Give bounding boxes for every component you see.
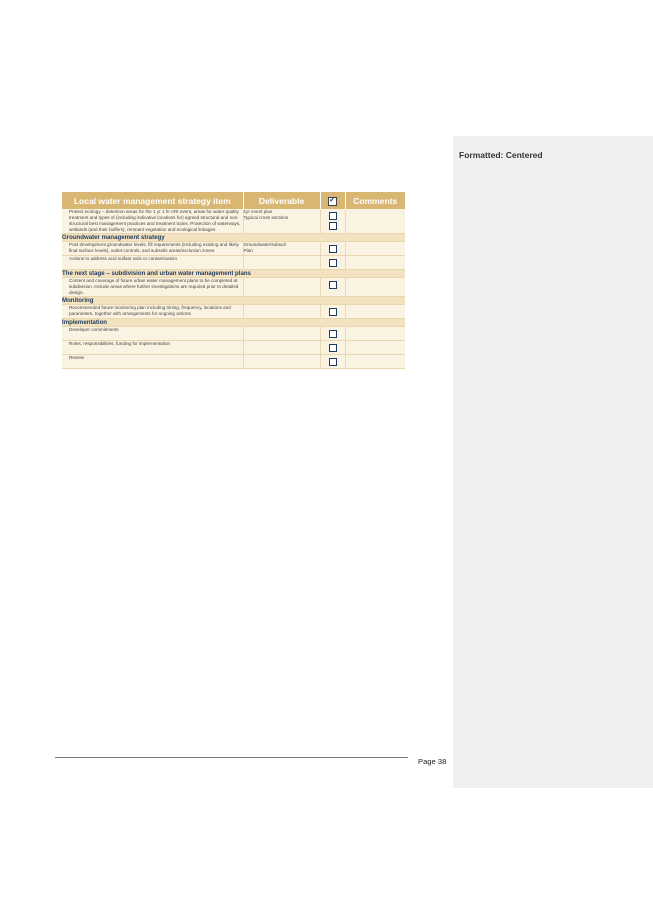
checkbox[interactable] [329, 281, 337, 289]
deliverable-cell [243, 256, 320, 270]
checkbox[interactable] [329, 259, 337, 267]
header-deliverable: Deliverable [243, 192, 320, 209]
footer-divider [55, 757, 408, 758]
table-row [62, 327, 405, 341]
item-cell: Actions to address acid sulfate soils or contamination [62, 256, 243, 270]
deliverable-line: Plan [243, 248, 253, 253]
page-number: Page 38 [418, 757, 447, 766]
deliverable-cell [243, 327, 320, 341]
checkbox[interactable] [329, 330, 337, 338]
check-cell [320, 209, 345, 234]
comments-cell[interactable] [345, 341, 405, 355]
check-cell [320, 305, 345, 319]
section-row [62, 270, 405, 278]
comments-cell[interactable] [345, 305, 405, 319]
table-row [62, 341, 405, 355]
header-check [320, 192, 345, 209]
table-row [62, 305, 405, 319]
section-title: Groundwater management strategy [62, 234, 405, 242]
comments-cell[interactable] [345, 242, 405, 256]
comments-cell[interactable] [345, 355, 405, 369]
comment-pane [453, 136, 653, 788]
checkbox[interactable] [329, 344, 337, 352]
deliverable-line: 1yr event plan [243, 209, 273, 214]
item-cell: Protect ecology – detention areas for the 1 yr 1 hr ARI event, areas for water quality treatment and types of (including indicative locations for) agreed structural and non-structural best management practices and treatment trains. Protection of waterways, wetlands (and their buffers), remnant vegetation and ecological linkages [62, 209, 243, 234]
strategy-table [62, 192, 405, 369]
table-row [62, 278, 405, 297]
item-cell: Roles, responsibilities, funding for implementation [62, 341, 243, 355]
comments-cell[interactable] [345, 278, 405, 297]
table-row [62, 256, 405, 270]
deliverable-cell [243, 305, 320, 319]
table-row [62, 209, 405, 234]
section-row [62, 319, 405, 327]
table-header-row [62, 192, 405, 209]
section-title: The next stage – subdivision and urban water management plans [62, 270, 320, 278]
deliverable-cell [243, 209, 320, 234]
section-title: Monitoring [62, 297, 405, 305]
deliverable-cell [243, 278, 320, 297]
section-row [62, 234, 405, 242]
deliverable-line: Groundwater/subsoil [243, 242, 286, 247]
deliverable-cell [243, 355, 320, 369]
check-cell [320, 327, 345, 341]
deliverable-cell [243, 341, 320, 355]
checkbox[interactable] [329, 222, 337, 230]
comments-cell[interactable] [345, 209, 405, 234]
item-cell: Post development groundwater levels, fill requirements (including existing and likely final surface levels), outlet controls, and subsoils areas/exclusion zones [62, 242, 243, 256]
item-cell: Review [62, 355, 243, 369]
deliverable-cell [243, 242, 320, 256]
checkbox[interactable] [329, 245, 337, 253]
check-cell [320, 355, 345, 369]
item-cell: Content and coverage of future urban water management plans to be completed at subdivision. Include areas where further investigations are required prior to detailed design. [62, 278, 243, 297]
item-cell: Recommended future monitoring plan including timing, frequency, locations and parameters, together with arrangements for ongoing actions [62, 305, 243, 319]
checkbox[interactable] [329, 358, 337, 366]
checkbox[interactable] [329, 212, 337, 220]
header-comments: Comments [345, 192, 405, 209]
check-cell [320, 278, 345, 297]
comment-label: Formatted: Centered [459, 150, 543, 160]
comments-cell[interactable] [345, 256, 405, 270]
table-row [62, 355, 405, 369]
header-item: Local water management strategy item [62, 192, 243, 209]
checkbox[interactable] [329, 308, 337, 316]
comments-cell[interactable] [345, 327, 405, 341]
table-row [62, 242, 405, 256]
item-cell: Developer commitments [62, 327, 243, 341]
check-cell [320, 242, 345, 256]
deliverable-line: Typical cross sections [243, 215, 289, 220]
section-title: Implementation [62, 319, 405, 327]
check-cell [320, 256, 345, 270]
section-row [62, 297, 405, 305]
checkbox-checked-icon [328, 197, 337, 206]
check-cell [320, 341, 345, 355]
